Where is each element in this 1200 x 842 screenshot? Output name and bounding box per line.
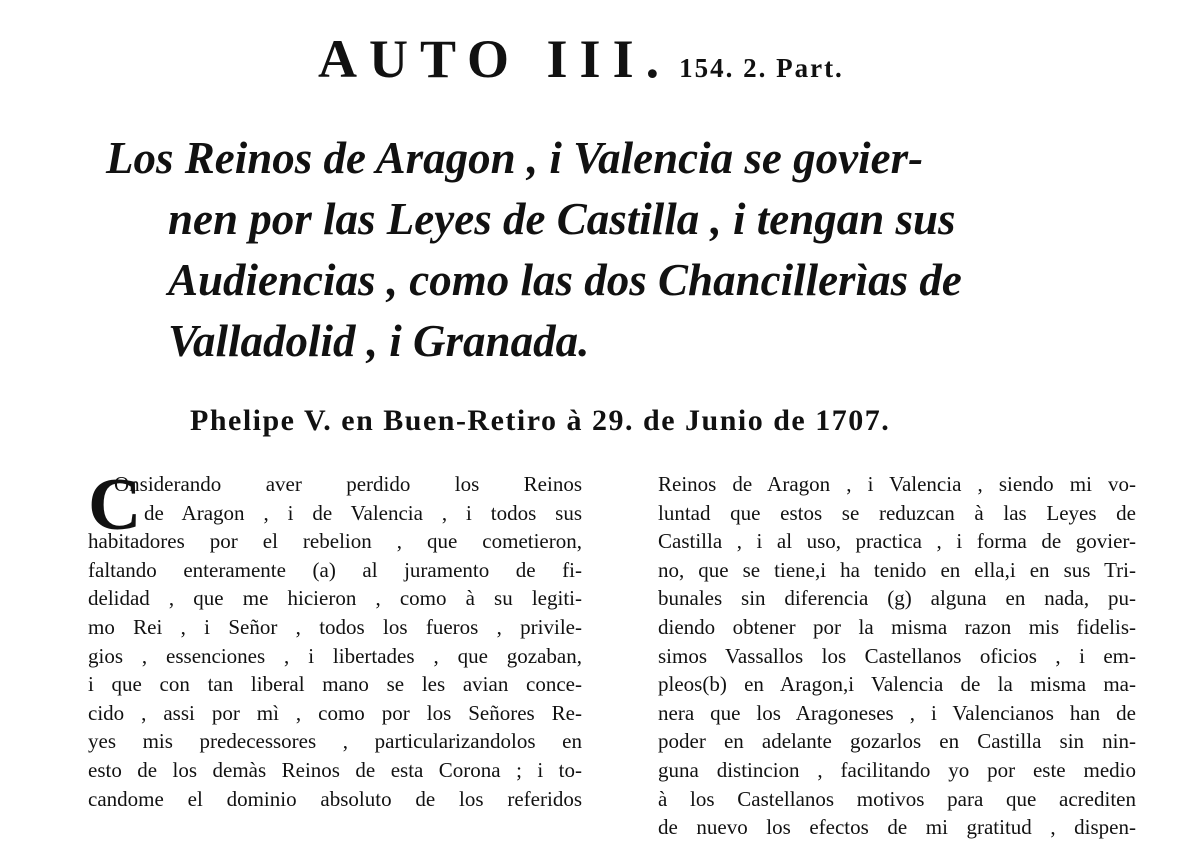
text-line: gios , essenciones , i libertades , que gozaban, bbox=[88, 643, 582, 668]
text-line: Onsiderando aver perdido los Reinos bbox=[114, 472, 582, 496]
text-line: à los Castellanos motivos para que acrediten bbox=[658, 786, 1136, 811]
auto-heading bbox=[318, 28, 844, 90]
text-line: esto de los demàs Reinos de esta Corona ; i to- bbox=[88, 757, 582, 782]
text-line: luntad que estos se reduzcan à las Leyes de bbox=[658, 500, 1136, 525]
text-line: nera que los Aragoneses , i Valencianos han de bbox=[658, 700, 1136, 725]
drop-cap: C bbox=[88, 464, 142, 546]
title-line: Los Reinos de Aragon , i Valencia se govier- bbox=[106, 133, 924, 183]
text-line: Castilla , i al uso, practica , i forma de govier- bbox=[658, 529, 1136, 554]
text-line: no, que se tiene,i ha tenido en ella,i en sus Tri- bbox=[658, 557, 1136, 582]
text-line: pleos(b) en Aragon,i Valencia de la misma ma- bbox=[658, 672, 1136, 697]
text-line: Reinos de Aragon , i Valencia , siendo mi vo- bbox=[658, 472, 1136, 496]
text-line: cido , assi por mì , como por los Señores Re- bbox=[88, 700, 582, 725]
auto-number: AUTO III. bbox=[318, 29, 672, 89]
text-line: de Aragon , i de Valencia , i todos sus bbox=[144, 500, 582, 525]
text-line: mo Rei , i Señor , todos los fueros , privile- bbox=[88, 614, 582, 639]
text-line: yes mis predecessores , particularizandolos en bbox=[88, 729, 582, 754]
text-line: bunales sin diferencia (g) alguna en nada, pu- bbox=[658, 586, 1136, 611]
left-column bbox=[88, 470, 582, 813]
text-line: habitadores por el rebelion , que cometieron, bbox=[88, 529, 582, 554]
right-column bbox=[658, 470, 1136, 842]
text-line: diendo obtener por la misma razon mis fidelis- bbox=[658, 614, 1136, 639]
text-line: delidad , que me hicieron , como à su legiti- bbox=[88, 586, 582, 611]
decree-title bbox=[106, 128, 1146, 372]
text-line: candome el dominio absoluto de los referidos bbox=[88, 786, 582, 811]
page-reference: 154. 2. Part. bbox=[679, 53, 844, 83]
title-line: Valladolid , i Granada. bbox=[168, 316, 590, 366]
text-line: simos Vassallos los Castellanos oficios , i em- bbox=[658, 643, 1136, 668]
text-line: faltando enteramente (a) al juramento de fi- bbox=[88, 557, 582, 582]
text-line: de nuevo los efectos de mi gratitud , dispen- bbox=[658, 815, 1136, 840]
title-line: nen por las Leyes de Castilla , i tengan sus bbox=[168, 194, 956, 244]
text-line: i que con tan liberal mano se les avian conce- bbox=[88, 672, 582, 697]
text-line: poder en adelante gozarlos en Castilla sin nin- bbox=[658, 729, 1136, 754]
title-line: Audiencias , como las dos Chancillerìas de bbox=[168, 255, 962, 305]
text-line: guna distincion , facilitando yo por este medio bbox=[658, 757, 1136, 782]
dateline: Phelipe V. en Buen-Retiro à 29. de Junio de 1707. bbox=[190, 404, 891, 437]
